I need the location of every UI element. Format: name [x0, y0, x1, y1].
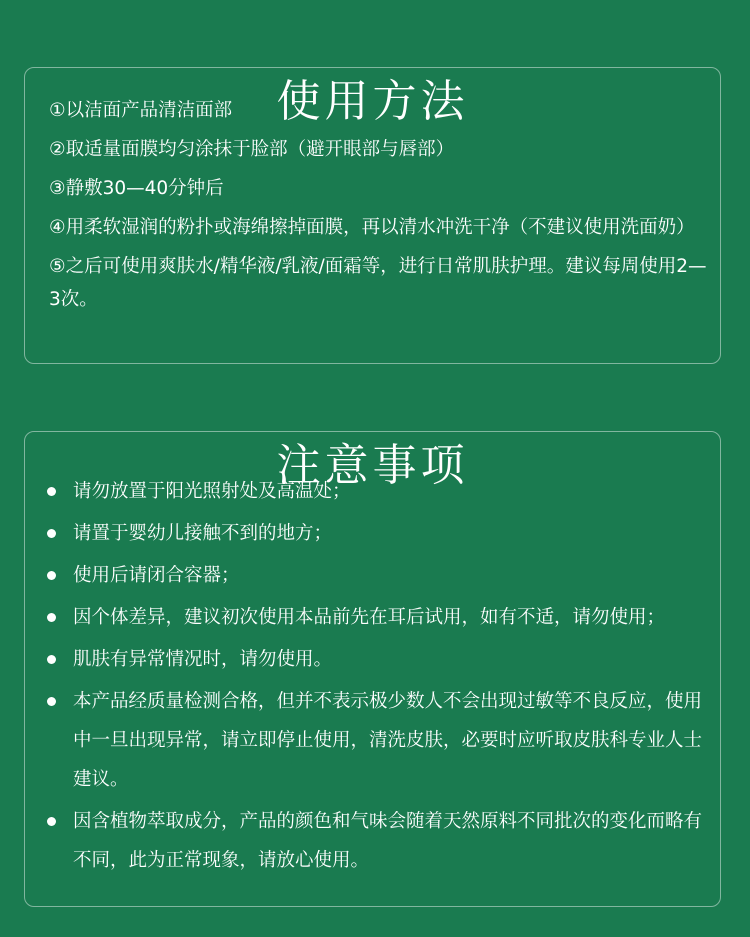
note-item	[47, 802, 712, 880]
usage-step: ③静敷30—40分钟后	[49, 178, 224, 199]
bullet-dot-icon	[47, 817, 56, 826]
note-item	[47, 556, 712, 595]
bullet-dot-icon	[47, 487, 56, 496]
bullet-dot-icon	[47, 655, 56, 664]
note-text: 因个体差异，建议初次使用本品前先在耳后试用，如有不适，请勿使用；	[73, 607, 666, 628]
note-item	[47, 514, 712, 553]
usage-step: ①以洁面产品清洁面部	[49, 100, 233, 121]
note-text: 肌肤有异常情况时，请勿使用。	[73, 649, 333, 670]
note-text: 请置于婴幼儿接触不到的地方；	[73, 523, 333, 544]
note-item	[47, 598, 712, 637]
usage-step: ②取适量面膜均匀涂抹于脸部（避开眼部与唇部）	[49, 139, 455, 160]
note-item	[47, 682, 712, 799]
usage-step: ⑤之后可使用爽肤水/精华液/乳液/面霜等，进行日常肌肤护理。建议每周使用2—3次。	[49, 256, 707, 310]
note-text: 使用后请闭合容器；	[73, 565, 240, 586]
usage-title: 使用方法	[257, 69, 489, 135]
bullet-dot-icon	[47, 613, 56, 622]
note-text: 请勿放置于阳光照射处及高温处；	[73, 481, 351, 502]
note-item	[47, 472, 712, 511]
notes-list	[47, 472, 712, 880]
note-text: 本产品经质量检测合格，但并不表示极少数人不会出现过敏等不良反应，使用中一旦出现异常，请立即停止使用，清洗皮肤，必要时应听取皮肤科专业人士建议。	[73, 691, 703, 790]
usage-steps-list	[49, 94, 710, 316]
bullet-dot-icon	[47, 571, 56, 580]
note-item	[47, 640, 712, 679]
bullet-dot-icon	[47, 529, 56, 538]
notes-panel	[24, 431, 721, 907]
usage-step: ④用柔软湿润的粉扑或海绵擦掉面膜，再以清水冲洗干净（不建议使用洗面奶）	[49, 217, 695, 238]
notes-title: 注意事项	[257, 433, 489, 499]
bullet-dot-icon	[47, 697, 56, 706]
usage-panel	[24, 67, 721, 364]
note-text: 因含植物萃取成分，产品的颜色和气味会随着天然原料不同批次的变化而略有不同，此为正常现象，请放心使用。	[73, 811, 703, 871]
